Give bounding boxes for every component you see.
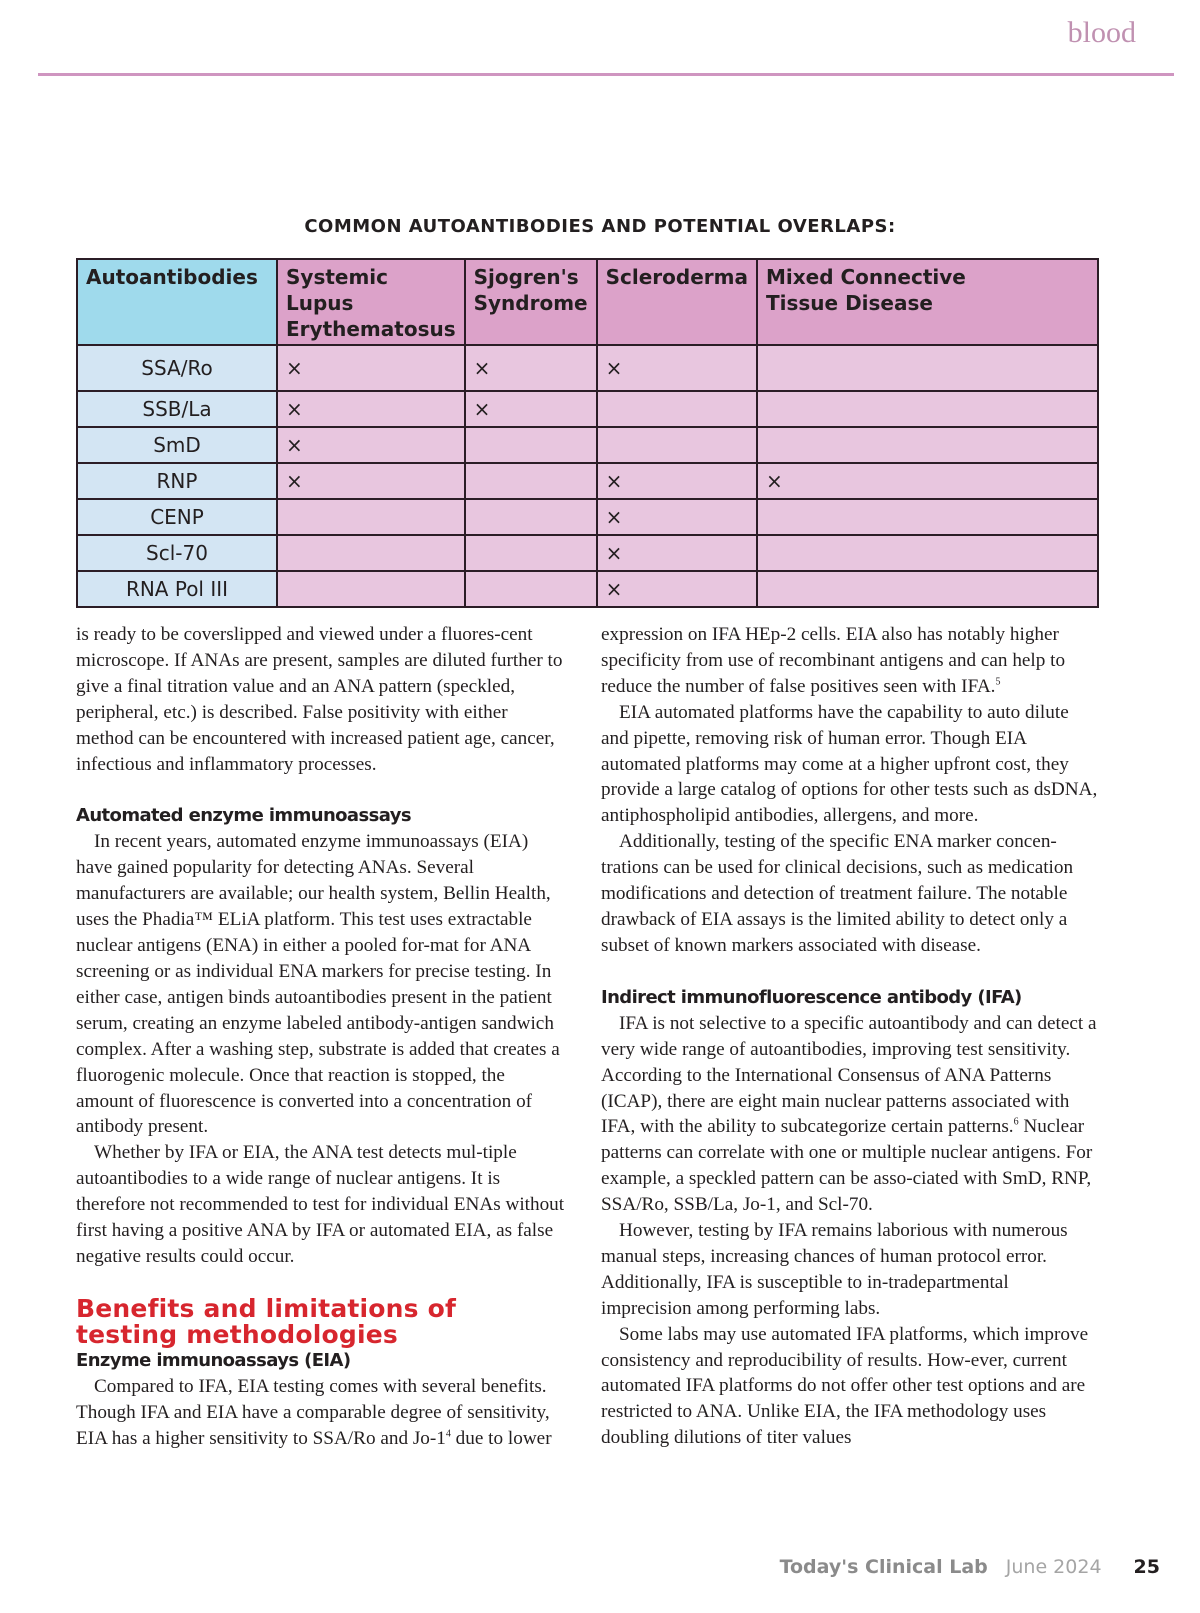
- paragraph: [76, 1374, 566, 1452]
- header-label: Systemic Lupus: [286, 265, 389, 315]
- header-sjogren: [465, 259, 597, 345]
- paragraph: Some labs may use automated IFA platforms, which improve consistency and reproducibility of results. How-ever, current automated IFA platforms do not offer other test options and are restricted to ANA. Unlike EIA, the IFA methodology uses doubling dilutions of titer values: [601, 1323, 1089, 1449]
- autoantibody-name: Scl-70: [77, 535, 277, 571]
- autoantibody-name: CENP: [77, 499, 277, 535]
- paragraph: Whether by IFA or EIA, the ANA test detects mul-tiple autoantibodies to a wide range of nuclear antigens. It is therefore not recommended to test for individual ENAs without first having a positive ANA by IFA or automated EIA, as false negative results could occur.: [76, 1142, 565, 1267]
- sle-mark: ×: [277, 391, 465, 427]
- sjogren-mark: [465, 535, 597, 571]
- paragraph: is ready to be coverslipped and viewed under a fluores-cent microscope. If ANAs are present, samples are diluted further to give a final titration value and an ANA pattern (speckled, peripheral, etc.) is described. False positivity with either method can be encountered with increased patient age, cancer, infectious and inflammatory processes.: [76, 624, 563, 775]
- mctd-mark: ×: [757, 463, 1098, 499]
- header-scleroderma: [597, 259, 757, 345]
- header-label: Mixed Connective: [766, 265, 966, 289]
- paragraph: EIA automated platforms have the capability to auto dilute and pipette, removing risk of human error. Though EIA automated platforms may come at a higher upfront cost, they provide a large catalog of options for other tests such as dsDNA, antiphospholipid antibodies, allergens, and more.: [601, 701, 1098, 827]
- table-row: [77, 571, 1098, 607]
- mctd-mark: [757, 535, 1098, 571]
- sjogren-mark: [465, 499, 597, 535]
- reference-superscript: 5: [995, 676, 1001, 688]
- reference-superscript: 6: [1013, 1117, 1019, 1129]
- table-row: [77, 463, 1098, 499]
- autoantibody-name: RNP: [77, 463, 277, 499]
- paragraph-text: IFA is not selective to a specific autoantibody and can detect a very wide range of autoantibodies, improving test sensitivity. According to the International Consensus of ANA Patterns (ICAP), there are eight main nuclear patterns associated with IFA, with the ability to subcategorize certain patterns.: [601, 1012, 1097, 1138]
- autoantibody-overlap-table: [76, 258, 1099, 608]
- paragraph: [601, 622, 1099, 700]
- header-label: Scleroderma: [605, 265, 748, 289]
- left-column: [76, 622, 566, 1452]
- header-label: Erythematosus: [286, 317, 456, 341]
- scleroderma-mark: [597, 427, 757, 463]
- paragraph-text: Nuclear patterns can correlate with one or multiple nuclear antigens. For example, a speckled pattern can be asso-ciated with SmD, RNP, SSA/Ro, SSB/La, Jo-1, and Scl-70.: [601, 1116, 1093, 1216]
- section-heading-benefits: Benefits and limitations of testing methodologies: [76, 1293, 457, 1349]
- mctd-mark: [757, 345, 1098, 391]
- table-row: [77, 345, 1098, 391]
- mctd-mark: [757, 571, 1098, 607]
- paragraph-text: Compared to IFA, EIA testing comes with several benefits. Though IFA and EIA have a comparable degree of sensitivity, EIA has a higher sensitivity to SSA/Ro and Jo-1: [76, 1375, 550, 1449]
- autoantibody-name: SSA/Ro: [77, 345, 277, 391]
- paragraph: In recent years, automated enzyme immunoassays (EIA) have gained popularity for detecting ANAs. Several manufacturers are available; our health system, Bellin Health, uses the Phadia™ ELiA platform. This test uses extractable nuclear antigens (ENA) in either a pooled for-mat for ANA screening or as individual ENA markers for precise testing. In either case, antigen binds autoantibodies present in the patient serum, creating an enzyme labeled antibody-antigen sandwich complex. After a washing step, substrate is added that creates a fluorogenic molecule. Once that reaction is stopped, the amount of fluorescence is converted into a concentration of antibody present.: [76, 831, 560, 1138]
- paragraph: Additionally, testing of the specific ENA marker concen-trations can be used for clinical decisions, such as medication modifications and detection of treatment failure. The notable drawback of EIA assays is the limited ability to detect only a subset of known markers associated with disease.: [601, 831, 1074, 956]
- sjogren-mark: ×: [465, 391, 597, 427]
- scleroderma-mark: ×: [597, 571, 757, 607]
- sjogren-mark: [465, 571, 597, 607]
- subheading-automated-eia: Automated enzyme immunoassays: [76, 805, 411, 827]
- paragraph-text: due to lower: [450, 1427, 552, 1449]
- sjogren-mark: [465, 463, 597, 499]
- subheading-eia: Enzyme immunoassays (EIA): [76, 1349, 351, 1371]
- autoantibody-name: SmD: [77, 427, 277, 463]
- reference-superscript: 4: [445, 1428, 451, 1440]
- table-row: [77, 499, 1098, 535]
- autoantibody-name: SSB/La: [77, 391, 277, 427]
- sle-mark: [277, 499, 465, 535]
- autoantibody-name: RNA Pol III: [77, 571, 277, 607]
- header-label: Syndrome: [473, 291, 588, 315]
- paragraph: However, testing by IFA remains laborious with numerous manual steps, increasing chances of human protocol error. Additionally, IFA is susceptible to in-tradepartmental imprecision among performing labs.: [601, 1220, 1068, 1319]
- scleroderma-mark: ×: [597, 535, 757, 571]
- sle-mark: ×: [277, 427, 465, 463]
- header-rule: [38, 73, 1174, 76]
- right-column: [601, 622, 1099, 1451]
- subheading-ifa: Indirect immunofluorescence antibody (IFA): [601, 986, 1022, 1008]
- scleroderma-mark: ×: [597, 463, 757, 499]
- issue-date: June 2024: [1005, 1556, 1102, 1578]
- header-label: Sjogren's: [473, 265, 579, 289]
- table-row: [77, 535, 1098, 571]
- sle-mark: [277, 535, 465, 571]
- table-title: COMMON AUTOANTIBODIES AND POTENTIAL OVERLAPS:: [304, 216, 896, 237]
- table-header-row: [77, 259, 1098, 345]
- section-tag: blood: [1067, 16, 1136, 49]
- magazine-name: Today's Clinical Lab: [779, 1556, 988, 1578]
- mctd-mark: [757, 499, 1098, 535]
- sle-mark: [277, 571, 465, 607]
- header-label: Autoantibodies: [86, 265, 258, 289]
- scleroderma-mark: ×: [597, 345, 757, 391]
- mctd-mark: [757, 427, 1098, 463]
- header-autoantibodies: [77, 259, 277, 345]
- page-footer: [780, 1556, 1160, 1578]
- table-row: [77, 391, 1098, 427]
- sle-mark: ×: [277, 463, 465, 499]
- page-number: 25: [1133, 1556, 1160, 1578]
- header-label: Tissue Disease: [766, 291, 933, 315]
- paragraph: [601, 1011, 1099, 1218]
- scleroderma-mark: [597, 391, 757, 427]
- sjogren-mark: [465, 427, 597, 463]
- sle-mark: ×: [277, 345, 465, 391]
- paragraph-text: expression on IFA HEp-2 cells. EIA also has notably higher specificity from use of recombinant antigens and can help to reduce the number of false positives seen with IFA.: [601, 624, 1066, 697]
- header-sle: [277, 259, 465, 345]
- mctd-mark: [757, 391, 1098, 427]
- table-row: [77, 427, 1098, 463]
- scleroderma-mark: ×: [597, 499, 757, 535]
- sjogren-mark: ×: [465, 345, 597, 391]
- header-mctd: [757, 259, 1098, 345]
